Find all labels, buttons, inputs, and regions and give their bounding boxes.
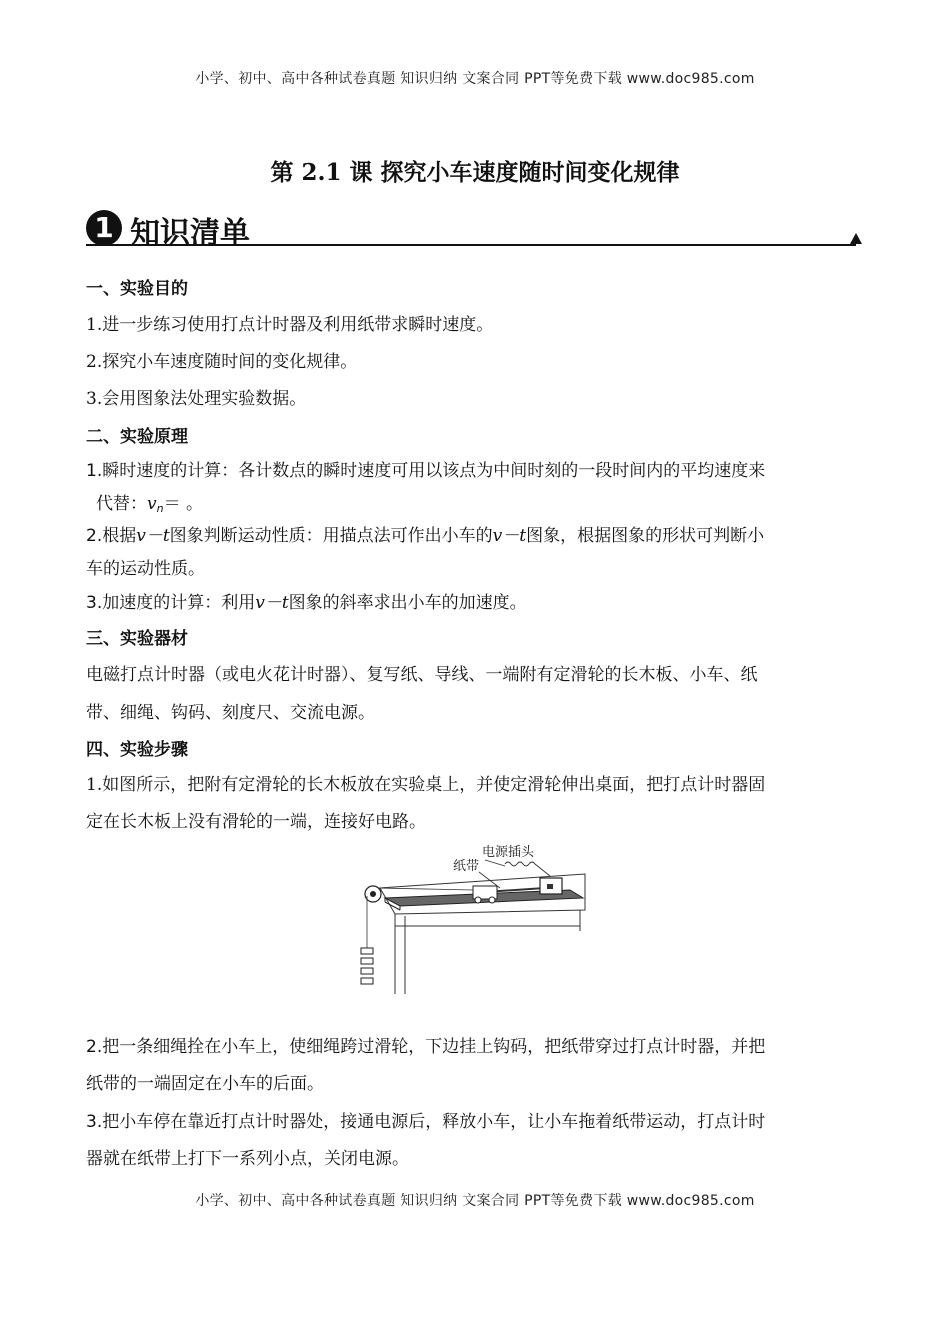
procedure-item-2-line1: 2.把一条细绳拴在小车上，使细绳跨过滑轮，下边挂上钩码，把纸带穿过打点计时器，并把 bbox=[86, 1037, 766, 1057]
principle-item-3-post: 图象的斜率求出小车的加速度。 bbox=[288, 593, 527, 613]
triangle-marker-icon bbox=[850, 233, 862, 244]
velocity-symbol: v bbox=[147, 494, 157, 514]
principle-item-2-post: 图象，根据图象的形状可判断小 bbox=[526, 526, 765, 546]
section-number-badge: 1 bbox=[86, 210, 122, 246]
equipment-line1: 电磁打点计时器（或电火花计时器）、复写纸、导线、一端附有定滑轮的长木板、小车、纸 bbox=[86, 665, 758, 685]
procedure-item-3-line1: 3.把小车停在靠近打点计时器处，接通电源后，释放小车，让小车拖着纸带运动，打点计时 bbox=[86, 1112, 766, 1132]
principle-item-3 bbox=[86, 588, 527, 613]
heading-equipment: 三、实验器材 bbox=[86, 629, 188, 649]
purpose-item-2: 2.探究小车速度随时间的变化规律。 bbox=[86, 352, 358, 372]
purpose-item-3: 3.会用图象法处理实验数据。 bbox=[86, 389, 307, 409]
section-title: 知识清单 bbox=[130, 216, 250, 251]
vt-symbol: v－t bbox=[255, 593, 289, 613]
principle-item-2-line1 bbox=[86, 521, 764, 546]
heading-procedure: 四、实验步骤 bbox=[86, 740, 188, 760]
equipment-line2: 带、细绳、钩码、刻度尺、交流电源。 bbox=[86, 703, 375, 723]
label-paper-tape: 纸带 bbox=[453, 859, 480, 874]
procedure-item-1-line2: 定在长木板上没有滑轮的一端，连接好电路。 bbox=[86, 812, 426, 832]
principle-item-1-line1: 1.瞬时速度的计算：各计数点的瞬时速度可用以该点为中间时刻的一段时间内的平均速度来 bbox=[86, 461, 766, 481]
principle-item-2-pre: 2.根据 bbox=[86, 526, 137, 546]
page-header: 小学、初中、高中各种试卷真题 知识归纳 文案合同 PPT等免费下载 www.doc985.com bbox=[195, 71, 755, 87]
principle-item-2-mid: 图象判断运动性质：用描点法可作出小车的 bbox=[169, 526, 493, 546]
purpose-item-1: 1.进一步练习使用打点计时器及利用纸带求瞬时速度。 bbox=[86, 315, 494, 335]
page-footer: 小学、初中、高中各种试卷真题 知识归纳 文案合同 PPT等免费下载 www.doc985.com bbox=[195, 1193, 755, 1209]
heading-experiment-principle: 二、实验原理 bbox=[86, 427, 188, 447]
velocity-subscript: n bbox=[156, 502, 164, 515]
vt-symbol: v－t bbox=[136, 526, 170, 546]
principle-item-3-pre: 3.加速度的计算：利用 bbox=[86, 593, 256, 613]
principle-item-1-line2 bbox=[96, 489, 203, 515]
page-title: 第 2.1 课 探究小车速度随时间变化规律 bbox=[270, 159, 680, 186]
vt-symbol: v－t bbox=[492, 526, 527, 546]
apparatus-figure bbox=[355, 836, 590, 996]
procedure-item-1-line1: 1.如图所示，把附有定滑轮的长木板放在实验桌上，并使定滑轮伸出桌面，把打点计时器固 bbox=[86, 775, 766, 795]
equals-sign: ＝ 。 bbox=[163, 494, 203, 514]
procedure-item-3-line2: 器就在纸带上打下一系列小点，关闭电源。 bbox=[86, 1149, 409, 1169]
procedure-item-2-line2: 纸带的一端固定在小车的后面。 bbox=[86, 1074, 324, 1094]
label-power-plug: 电源插头 bbox=[482, 845, 535, 860]
principle-item-2-line2: 车的运动性质。 bbox=[86, 559, 205, 579]
heading-experiment-purpose: 一、实验目的 bbox=[86, 279, 188, 299]
principle-item-1-text: 代替： bbox=[96, 494, 147, 514]
section-divider bbox=[86, 244, 856, 246]
